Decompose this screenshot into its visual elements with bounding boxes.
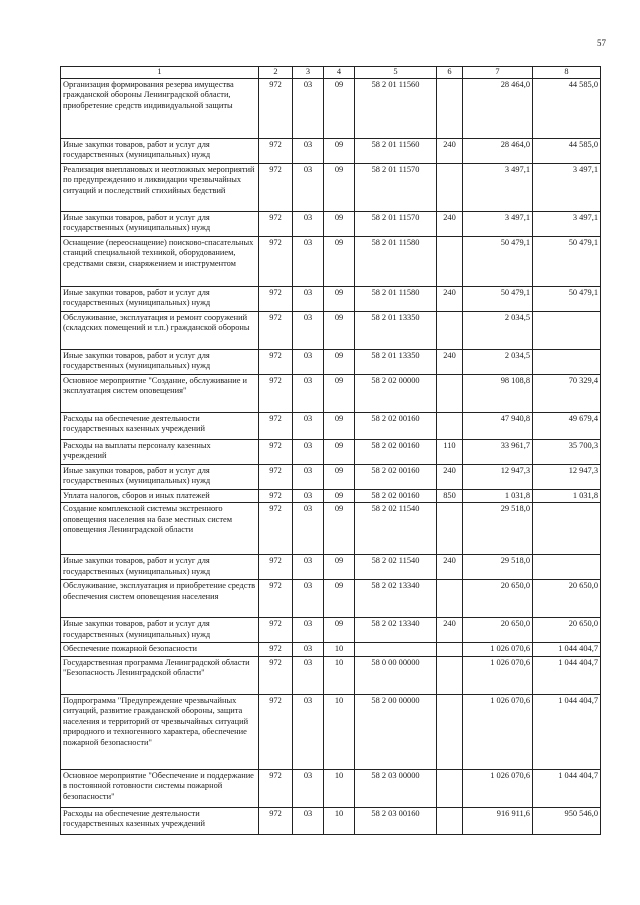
row-amount-year2 <box>533 311 601 349</box>
table-row <box>61 349 601 374</box>
row-name: Подпрограмма "Предупреждение чрезвычайных ситуаций, развитие гражданской обороны, защита населения и территорий от чрезвычайных ситуаций природного и техногенного характера, обеспечение пожарной безопасности" <box>61 694 259 769</box>
row-section: 03 <box>293 311 324 349</box>
row-name: Иные закупки товаров, работ и услуг для государственных (муниципальных) нужд <box>61 555 259 580</box>
row-target-article: 58 2 01 11570 <box>355 211 437 236</box>
row-amount-year2: 1 044 404,7 <box>533 656 601 694</box>
row-amount-year1: 1 026 070,6 <box>463 643 533 657</box>
row-amount-year2: 20 650,0 <box>533 618 601 643</box>
row-section: 03 <box>293 211 324 236</box>
row-target-article: 58 2 02 00160 <box>355 464 437 489</box>
row-amount-year2: 35 700,3 <box>533 439 601 464</box>
row-amount-year2: 44 585,0 <box>533 138 601 163</box>
row-expense-type <box>437 694 463 769</box>
table-row <box>61 694 601 769</box>
row-expense-type <box>437 236 463 286</box>
row-admin-code: 972 <box>259 138 293 163</box>
table-row <box>61 643 601 657</box>
row-section: 03 <box>293 78 324 138</box>
row-section: 03 <box>293 138 324 163</box>
row-name: Основное мероприятие "Создание, обслуживание и эксплуатация систем оповещения" <box>61 374 259 412</box>
row-amount-year2: 3 497,1 <box>533 163 601 211</box>
column-header: 8 <box>533 67 601 79</box>
row-admin-code: 972 <box>259 78 293 138</box>
row-amount-year1: 50 479,1 <box>463 236 533 286</box>
row-admin-code: 972 <box>259 656 293 694</box>
table-row <box>61 138 601 163</box>
row-section: 03 <box>293 656 324 694</box>
row-expense-type <box>437 643 463 657</box>
row-amount-year2: 50 479,1 <box>533 236 601 286</box>
row-amount-year1: 47 940,8 <box>463 412 533 439</box>
row-name: Иные закупки товаров, работ и услуг для государственных (муниципальных) нужд <box>61 286 259 311</box>
row-amount-year1: 50 479,1 <box>463 286 533 311</box>
row-section: 03 <box>293 580 324 618</box>
row-amount-year2: 70 329,4 <box>533 374 601 412</box>
row-subsection: 09 <box>324 374 355 412</box>
row-amount-year2: 1 031,8 <box>533 489 601 503</box>
row-amount-year2: 1 044 404,7 <box>533 769 601 807</box>
row-amount-year2 <box>533 555 601 580</box>
row-amount-year2: 44 585,0 <box>533 78 601 138</box>
row-expense-type: 240 <box>437 464 463 489</box>
row-target-article: 58 2 01 11560 <box>355 78 437 138</box>
row-name: Основное мероприятие "Обеспечение и поддержание в постоянной готовности системы пожарной безопасности" <box>61 769 259 807</box>
table-row <box>61 163 601 211</box>
row-target-article: 58 2 02 11540 <box>355 503 437 555</box>
row-amount-year1: 20 650,0 <box>463 580 533 618</box>
row-amount-year1: 916 911,6 <box>463 807 533 834</box>
row-subsection: 09 <box>324 78 355 138</box>
row-subsection: 09 <box>324 439 355 464</box>
row-name: Иные закупки товаров, работ и услуг для государственных (муниципальных) нужд <box>61 464 259 489</box>
row-amount-year1: 2 034,5 <box>463 349 533 374</box>
row-amount-year2: 49 679,4 <box>533 412 601 439</box>
row-target-article <box>355 643 437 657</box>
row-admin-code: 972 <box>259 580 293 618</box>
row-expense-type: 240 <box>437 138 463 163</box>
page-number: 57 <box>597 38 606 48</box>
row-amount-year1: 33 961,7 <box>463 439 533 464</box>
row-amount-year1: 12 947,3 <box>463 464 533 489</box>
table-row <box>61 464 601 489</box>
row-section: 03 <box>293 236 324 286</box>
row-subsection: 10 <box>324 656 355 694</box>
row-section: 03 <box>293 286 324 311</box>
table-row <box>61 769 601 807</box>
row-expense-type <box>437 769 463 807</box>
column-header: 7 <box>463 67 533 79</box>
table-row <box>61 580 601 618</box>
row-subsection: 09 <box>324 618 355 643</box>
row-amount-year2 <box>533 503 601 555</box>
row-section: 03 <box>293 618 324 643</box>
row-subsection: 09 <box>324 211 355 236</box>
table-row <box>61 412 601 439</box>
table-row <box>61 656 601 694</box>
row-amount-year2: 20 650,0 <box>533 580 601 618</box>
table-row <box>61 286 601 311</box>
column-header: 4 <box>324 67 355 79</box>
row-subsection: 10 <box>324 769 355 807</box>
row-section: 03 <box>293 503 324 555</box>
row-admin-code: 972 <box>259 163 293 211</box>
row-amount-year2: 12 947,3 <box>533 464 601 489</box>
row-admin-code: 972 <box>259 618 293 643</box>
row-expense-type <box>437 580 463 618</box>
row-expense-type <box>437 656 463 694</box>
row-subsection: 09 <box>324 349 355 374</box>
row-subsection: 09 <box>324 555 355 580</box>
row-admin-code: 972 <box>259 439 293 464</box>
row-admin-code: 972 <box>259 643 293 657</box>
table-row <box>61 555 601 580</box>
column-header: 6 <box>437 67 463 79</box>
row-amount-year1: 1 026 070,6 <box>463 769 533 807</box>
column-header: 3 <box>293 67 324 79</box>
row-section: 03 <box>293 643 324 657</box>
row-target-article: 58 2 01 11560 <box>355 138 437 163</box>
row-target-article: 58 2 02 13340 <box>355 618 437 643</box>
row-target-article: 58 2 02 00160 <box>355 412 437 439</box>
table-row <box>61 439 601 464</box>
table-row <box>61 78 601 138</box>
row-name: Государственная программа Ленинградской области "Безопасность Ленинградской области" <box>61 656 259 694</box>
row-amount-year1: 1 031,8 <box>463 489 533 503</box>
row-expense-type: 240 <box>437 286 463 311</box>
row-admin-code: 972 <box>259 464 293 489</box>
row-section: 03 <box>293 464 324 489</box>
row-section: 03 <box>293 489 324 503</box>
row-admin-code: 972 <box>259 412 293 439</box>
row-expense-type: 240 <box>437 618 463 643</box>
row-expense-type: 850 <box>437 489 463 503</box>
column-header: 5 <box>355 67 437 79</box>
column-header: 1 <box>61 67 259 79</box>
table-row <box>61 807 601 834</box>
row-amount-year1: 2 034,5 <box>463 311 533 349</box>
row-admin-code: 972 <box>259 211 293 236</box>
row-target-article: 58 2 01 11580 <box>355 236 437 286</box>
row-name: Обеспечение пожарной безопасности <box>61 643 259 657</box>
row-amount-year1: 29 518,0 <box>463 503 533 555</box>
row-name: Оснащение (переоснащение) поисково-спасательных станций специальной техникой, оборудованием, средствами связи, снаряжением и инструментом <box>61 236 259 286</box>
row-subsection: 09 <box>324 412 355 439</box>
row-expense-type: 240 <box>437 349 463 374</box>
row-subsection: 10 <box>324 643 355 657</box>
row-amount-year2 <box>533 349 601 374</box>
row-target-article: 58 2 00 00000 <box>355 694 437 769</box>
row-expense-type: 110 <box>437 439 463 464</box>
row-admin-code: 972 <box>259 286 293 311</box>
row-subsection: 09 <box>324 580 355 618</box>
row-target-article: 58 2 03 00000 <box>355 769 437 807</box>
row-expense-type <box>437 163 463 211</box>
row-target-article: 58 2 01 13350 <box>355 349 437 374</box>
row-target-article: 58 2 02 00000 <box>355 374 437 412</box>
row-target-article: 58 2 02 13340 <box>355 580 437 618</box>
table-row <box>61 374 601 412</box>
row-admin-code: 972 <box>259 769 293 807</box>
row-amount-year1: 20 650,0 <box>463 618 533 643</box>
row-target-article: 58 2 03 00160 <box>355 807 437 834</box>
row-section: 03 <box>293 439 324 464</box>
row-subsection: 09 <box>324 503 355 555</box>
row-admin-code: 972 <box>259 311 293 349</box>
row-section: 03 <box>293 412 324 439</box>
row-expense-type <box>437 311 463 349</box>
row-expense-type: 240 <box>437 211 463 236</box>
row-name: Расходы на выплаты персоналу казенных учреждений <box>61 439 259 464</box>
row-admin-code: 972 <box>259 503 293 555</box>
row-amount-year1: 1 026 070,6 <box>463 656 533 694</box>
row-target-article: 58 2 02 11540 <box>355 555 437 580</box>
table-row <box>61 618 601 643</box>
budget-table <box>60 66 601 835</box>
table-row <box>61 311 601 349</box>
row-name: Обслуживание, эксплуатация и приобретение средств обеспечения систем оповещения населения <box>61 580 259 618</box>
row-name: Обслуживание, эксплуатация и ремонт сооружений (складских помещений и т.п.) гражданской обороны <box>61 311 259 349</box>
row-amount-year1: 29 518,0 <box>463 555 533 580</box>
row-amount-year1: 28 464,0 <box>463 138 533 163</box>
row-subsection: 09 <box>324 489 355 503</box>
row-amount-year1: 98 108,8 <box>463 374 533 412</box>
row-name: Реализация внеплановых и неотложных мероприятий по предупреждению и ликвидации чрезвычайных ситуаций и последствий стихийных бедствий <box>61 163 259 211</box>
row-subsection: 09 <box>324 286 355 311</box>
row-subsection: 09 <box>324 138 355 163</box>
row-name: Иные закупки товаров, работ и услуг для государственных (муниципальных) нужд <box>61 211 259 236</box>
row-subsection: 09 <box>324 163 355 211</box>
row-name: Расходы на обеспечение деятельности государственных казенных учреждений <box>61 807 259 834</box>
row-amount-year2: 50 479,1 <box>533 286 601 311</box>
row-amount-year2: 1 044 404,7 <box>533 694 601 769</box>
row-name: Создание комплексной системы экстренного оповещения населения на базе местных систем оповещения Ленинградской области <box>61 503 259 555</box>
row-admin-code: 972 <box>259 236 293 286</box>
row-amount-year1: 3 497,1 <box>463 163 533 211</box>
row-section: 03 <box>293 349 324 374</box>
row-expense-type <box>437 374 463 412</box>
table-row <box>61 503 601 555</box>
row-section: 03 <box>293 807 324 834</box>
row-subsection: 10 <box>324 807 355 834</box>
table-row <box>61 211 601 236</box>
row-amount-year2: 3 497,1 <box>533 211 601 236</box>
row-section: 03 <box>293 374 324 412</box>
row-expense-type: 240 <box>437 555 463 580</box>
row-subsection: 09 <box>324 464 355 489</box>
table-row <box>61 236 601 286</box>
row-target-article: 58 2 02 00160 <box>355 489 437 503</box>
table-row <box>61 489 601 503</box>
row-section: 03 <box>293 163 324 211</box>
row-name: Расходы на обеспечение деятельности государственных казенных учреждений <box>61 412 259 439</box>
row-name: Иные закупки товаров, работ и услуг для государственных (муниципальных) нужд <box>61 138 259 163</box>
row-admin-code: 972 <box>259 694 293 769</box>
row-target-article: 58 0 00 00000 <box>355 656 437 694</box>
row-name: Организация формирования резерва имущества гражданской обороны Ленинградской области, приобретение средств индивидуальной защиты <box>61 78 259 138</box>
row-amount-year1: 1 026 070,6 <box>463 694 533 769</box>
row-subsection: 09 <box>324 236 355 286</box>
row-name: Иные закупки товаров, работ и услуг для государственных (муниципальных) нужд <box>61 618 259 643</box>
row-target-article: 58 2 01 11580 <box>355 286 437 311</box>
row-target-article: 58 2 02 00160 <box>355 439 437 464</box>
row-admin-code: 972 <box>259 555 293 580</box>
row-name: Иные закупки товаров, работ и услуг для государственных (муниципальных) нужд <box>61 349 259 374</box>
row-amount-year2: 1 044 404,7 <box>533 643 601 657</box>
row-name: Уплата налогов, сборов и иных платежей <box>61 489 259 503</box>
row-section: 03 <box>293 694 324 769</box>
row-amount-year1: 28 464,0 <box>463 78 533 138</box>
table-body <box>61 78 601 834</box>
row-section: 03 <box>293 555 324 580</box>
row-section: 03 <box>293 769 324 807</box>
row-amount-year2: 950 546,0 <box>533 807 601 834</box>
row-admin-code: 972 <box>259 374 293 412</box>
row-expense-type <box>437 807 463 834</box>
row-admin-code: 972 <box>259 489 293 503</box>
column-header: 2 <box>259 67 293 79</box>
row-admin-code: 972 <box>259 349 293 374</box>
row-amount-year1: 3 497,1 <box>463 211 533 236</box>
row-admin-code: 972 <box>259 807 293 834</box>
row-target-article: 58 2 01 11570 <box>355 163 437 211</box>
row-expense-type <box>437 503 463 555</box>
row-expense-type <box>437 412 463 439</box>
row-expense-type <box>437 78 463 138</box>
row-subsection: 10 <box>324 694 355 769</box>
header-row <box>61 67 601 79</box>
row-subsection: 09 <box>324 311 355 349</box>
row-target-article: 58 2 01 13350 <box>355 311 437 349</box>
